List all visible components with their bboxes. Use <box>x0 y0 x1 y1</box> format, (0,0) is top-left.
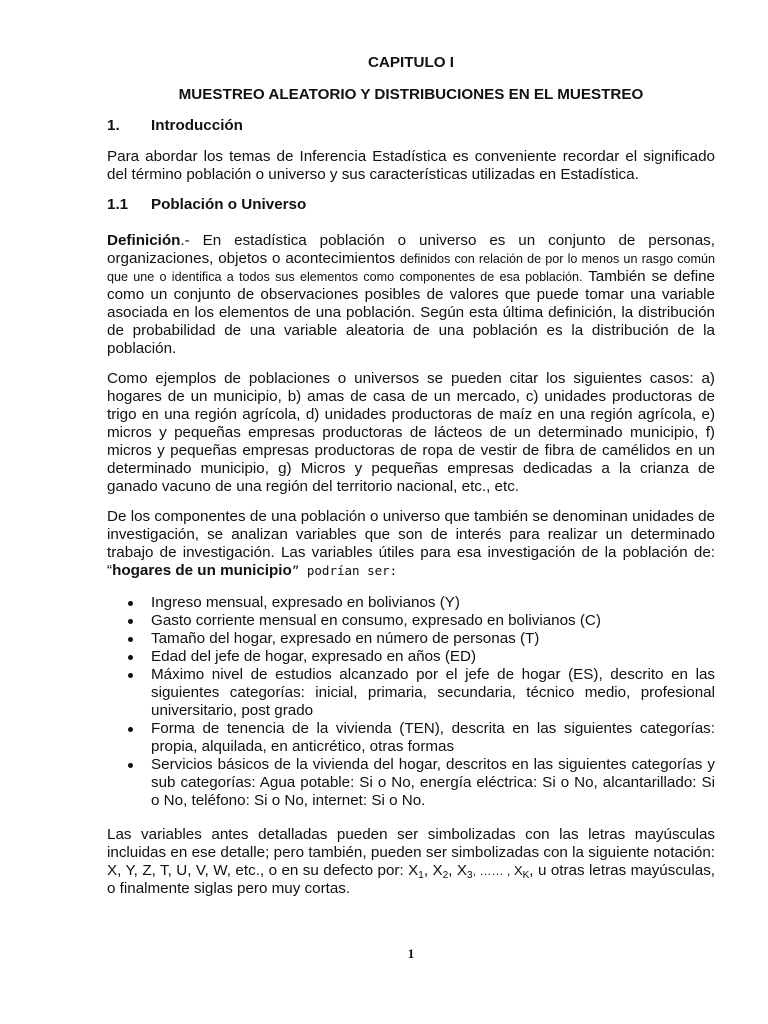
components-tail: ” podrían ser: <box>291 563 398 578</box>
variable-list-item <box>107 648 715 666</box>
document-page <box>107 0 715 1024</box>
variable-list-item <box>107 630 715 648</box>
definition-paragraph <box>107 232 715 358</box>
examples-paragraph: Como ejemplos de poblaciones o universos se pueden citar los siguientes casos: a) hogares de un municipio, b) amas de casa de un mercado, c) unidades productoras de trigo en una región agrícola, d) unidades productoras de maíz en una región agrícola, e) micros y pequeñas empresas productoras de lácteos de un determinado municipio, f) micros y pequeñas empresas productoras de ropa de vestir de fibra de camélidos en un determinado municipio, g) Micros y pequeñas empresas dedicadas a la crianza de ganado vacuno de una región del territorio nacional, etc., etc. <box>107 370 715 495</box>
notation-text: Las variables antes detalladas pueden ser simbolizadas con las letras mayúsculas incluidas en ese detalle; pero también, pueden ser simbolizadas con la siguiente notación: X, Y, Z, T, U, V, W, etc., o en su defecto por: <box>107 826 715 879</box>
section-title: Población o Universo <box>151 196 307 213</box>
variable-list-item <box>107 756 715 810</box>
variable-list-item <box>107 594 715 612</box>
variable-list-item <box>107 612 715 630</box>
ellipsis: , …… , <box>472 864 514 878</box>
symbol-x2: $X_2$ <box>432 862 449 881</box>
variable-text: Ingreso mensual, expresado en bolivianos (Y) <box>151 594 460 611</box>
variable-text: Máximo nivel de estudios alcanzado por el jefe de hogar (ES), descrito en las siguientes categorías: inicial, primaria, secundaria, técnico medio, profesional universitario, post grado <box>151 666 715 719</box>
quote-mark: “ <box>107 562 113 579</box>
components-bold-text: hogares de un municipio <box>112 562 292 579</box>
section-heading-introduccion <box>107 117 715 135</box>
variable-list-item <box>107 720 715 756</box>
bullet-icon <box>128 727 133 732</box>
section-heading-poblacion <box>107 196 715 214</box>
definition-text-continued: También se define como un conjunto de observaciones posibles de valores que puede tomar una variable asociada en los elementos de una población. Según esta última definición, la distribución de probabilidad de una variable aleatoria de una población es la distribución de la población. <box>107 268 715 357</box>
bullet-icon <box>128 655 133 660</box>
symbol-x3: $X_3$ <box>456 862 473 881</box>
symbol-xk: $X_K$ <box>513 863 530 881</box>
components-text: De los componentes de una población o universo que también se denominan unidades de investigación, se analizan variables que son de interés para realizar un determinado trabajo de investigación. Las variables útiles para esa investigación de la población de: <box>107 508 715 561</box>
page-number: 1 <box>407 946 415 961</box>
chapter-title: CAPITULO I <box>367 54 455 71</box>
variables-list <box>107 594 715 810</box>
main-title: MUESTREO ALEATORIO Y DISTRIBUCIONES EN EL MUESTREO <box>178 86 644 103</box>
notation-tail: , u otras letras mayúsculas, o finalmente siglas pero muy cortas. <box>107 862 716 897</box>
definition-text: .- En estadística población o universo es un conjunto de personas, organizaciones, objetos o acontecimientos <box>107 232 715 267</box>
section-number: 1. <box>107 117 120 134</box>
bullet-icon <box>128 637 133 642</box>
section-number: 1.1 <box>107 196 129 213</box>
intro-paragraph: Para abordar los temas de Inferencia Estadística es conveniente recordar el significado del término población o universo y sus características utilizadas en Estadística. <box>107 148 715 183</box>
symbol-x1: $X_1$ <box>408 862 424 881</box>
bullet-icon <box>128 619 133 624</box>
variable-text: Tamaño del hogar, expresado en número de personas (T) <box>151 630 540 647</box>
variable-text: Forma de tenencia de la vivienda (TEN), descrita en las siguientes categorías: propia, alquilada, en anticrético, otras formas <box>151 720 715 755</box>
bullet-icon <box>128 673 133 678</box>
variable-text: Edad del jefe de hogar, expresado en años (ED) <box>151 648 477 665</box>
section-title: Introducción <box>151 117 243 134</box>
components-paragraph <box>107 508 715 580</box>
variable-text: Gasto corriente mensual en consumo, expresado en bolivianos (C) <box>151 612 601 629</box>
definition-term: Definición <box>107 232 181 249</box>
variable-text: Servicios básicos de la vivienda del hogar, descritos en las siguientes categorías y sub categorías: Agua potable: Si o No, energía eléctrica: Si o No, alcantarillado: Si o No, teléfono: Si o No, internet: Si o No. <box>151 756 715 809</box>
notation-paragraph: Las variables antes detalladas pueden ser simbolizadas con las letras mayúsculas incluidas en ese detalle; pero también, pueden ser simbolizadas con la siguiente notación: X, Y, Z, T, U, V, W, etc., o en su defecto por: $X_1$, $X_2$, $X_3$, …… , $X_K$, u otras letras mayúsculas, o finalmente siglas pero muy cortas. <box>107 826 716 897</box>
bullet-icon <box>128 601 133 606</box>
variable-list-item <box>107 666 715 720</box>
definition-text-small: definidos con relación de por lo menos un rasgo común que une o identifica a todos sus elementos como componentes de esa población. <box>107 252 715 284</box>
bullet-icon <box>128 763 133 768</box>
